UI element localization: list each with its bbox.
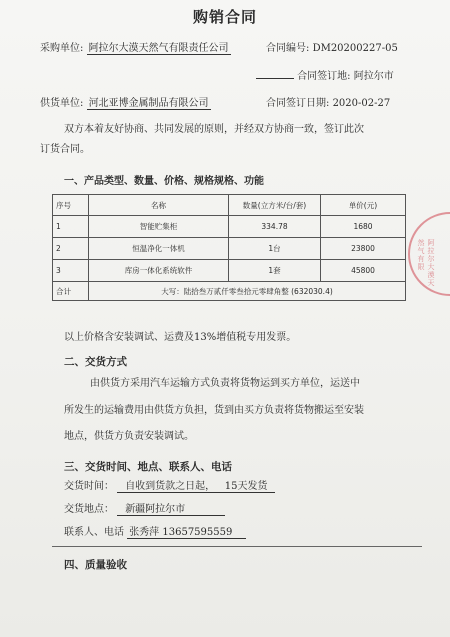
row-no: 3 — [53, 260, 89, 282]
supplier-label: 供货单位: — [40, 98, 84, 109]
table-row — [53, 260, 406, 282]
delivery-time-value — [117, 481, 275, 493]
delivery-place-line — [64, 504, 225, 516]
table-header-row — [53, 195, 406, 216]
section2-line-3: 地点，供货方负责安装调试。 — [64, 431, 194, 442]
delivery-place-label: 交货地点： — [64, 504, 114, 515]
supplier-value: 河北亚博金属制品有限公司 — [88, 98, 209, 109]
delivery-time-line — [64, 481, 275, 493]
contact-label: 联系人、电话 — [64, 527, 124, 538]
contract-no-value: DM20200227-05 — [312, 43, 398, 54]
company-seal — [408, 212, 450, 296]
buyer-line — [40, 43, 231, 55]
sign-place-value: 阿拉尔市 — [353, 71, 394, 82]
section2-heading: 二、交货方式 — [64, 356, 127, 368]
row-name: 智能贮集柜 — [89, 216, 229, 238]
sign-date-line — [266, 98, 390, 110]
delivery-days: 15天发货 — [224, 481, 268, 492]
row-qty: 1套 — [229, 260, 321, 282]
table-total-row — [53, 282, 406, 301]
section1-heading: 一、产品类型、数量、价格、规格规格、功能 — [64, 176, 264, 187]
row-no: 1 — [53, 216, 89, 238]
delivery-time-label: 交货时间： — [64, 481, 114, 492]
price-note: 以上价格含安装调试、运费及13%增值税专用发票。 — [64, 332, 297, 343]
delivery-place-value: 新疆阿拉尔市 — [117, 504, 225, 516]
row-qty: 1台 — [229, 238, 321, 260]
contract-no-label: 合同编号: — [266, 43, 310, 54]
row-name: 库房一体化系统软件 — [89, 260, 229, 282]
section4-heading: 四、质量验收 — [64, 559, 127, 571]
row-price: 1680 — [321, 216, 406, 238]
section2-line-1: 由供货方采用汽车运输方式负责将货物运到买方单位，运送中 — [90, 378, 360, 389]
section3-heading: 三、交货时间、地点、联系人、电话 — [64, 461, 232, 473]
sign-place-label: 合同签订地: — [297, 71, 351, 82]
sign-date-label: 合同签订日期: — [266, 98, 330, 109]
section2-line-2: 所发生的运输费用由供货方负担，货到由买方负责将货物搬运至安装 — [64, 405, 364, 416]
contact-line — [64, 527, 246, 539]
product-table — [52, 194, 406, 301]
delivery-time-text: 自收到货款之日起， — [125, 481, 216, 492]
total-cell — [89, 282, 406, 301]
total-label: 合计 — [53, 282, 89, 301]
sign-place-line — [256, 71, 394, 83]
document-title: 购销合同 — [192, 8, 257, 26]
row-name: 恒温净化一体机 — [89, 238, 229, 260]
blank-underline — [256, 78, 294, 79]
row-price: 23800 — [321, 238, 406, 260]
supplier-line — [40, 98, 211, 110]
total-text: 大写：陆拾叁万贰仟零叁拾元零肆角整 — [161, 286, 289, 296]
header-name: 名称 — [89, 195, 229, 216]
intro-line-2: 订货合同。 — [40, 144, 90, 155]
row-price: 45800 — [321, 260, 406, 282]
row-no: 2 — [53, 238, 89, 260]
header-qty: 数量(立方米/台/套) — [229, 195, 321, 216]
table-row — [53, 238, 406, 260]
sign-date-value: 2020-02-27 — [332, 98, 391, 109]
header-price: 单价(元) — [321, 195, 406, 216]
total-amount: (632030.4) — [291, 286, 333, 296]
contact-value: 张秀萍 13657595559 — [127, 527, 246, 539]
divider — [52, 546, 422, 547]
intro-line-1: 双方本着友好协商、共同发展的原则，并经双方协商一致，签订此次 — [64, 124, 364, 135]
table-row — [53, 216, 406, 238]
header-no: 序号 — [53, 195, 89, 216]
buyer-value: 阿拉尔大漠天然气有限责任公司 — [88, 43, 229, 54]
row-qty: 334.78 — [229, 216, 321, 238]
contract-no-line — [266, 43, 398, 55]
seal-text: 阿拉尔大漠天然气有限 — [417, 239, 435, 287]
buyer-label: 采购单位: — [40, 43, 84, 54]
